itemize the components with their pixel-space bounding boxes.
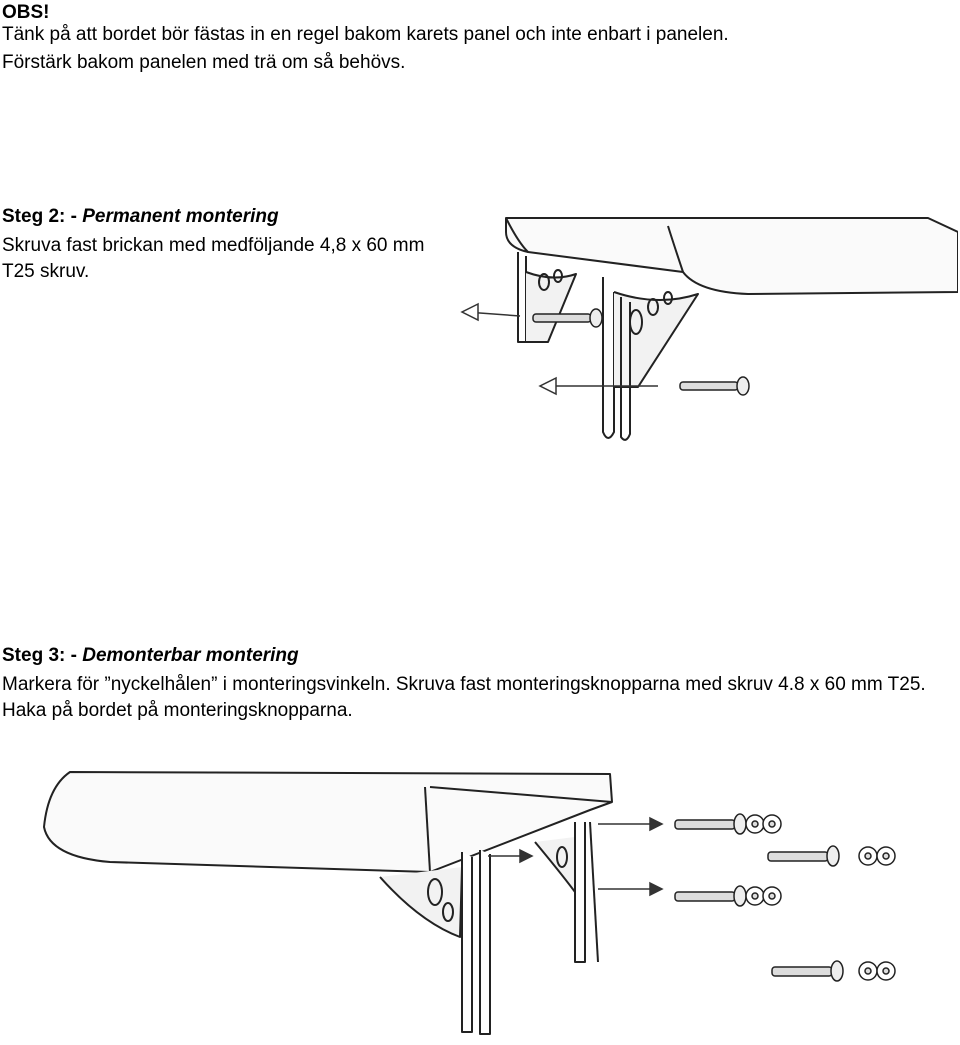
step3-label: Steg 3: - bbox=[2, 645, 83, 666]
illustration-permanent-mounting bbox=[458, 212, 958, 462]
step3-title: Demonterbar montering bbox=[82, 645, 299, 666]
step3-heading bbox=[2, 643, 299, 669]
step2-heading bbox=[2, 204, 279, 230]
note-line-1: Tänk på att bordet bör fästas in en regel bakom karets panel och inte enbart i panelen. bbox=[2, 24, 729, 45]
note-line-2: Förstärk bakom panelen med trä om så behövs. bbox=[2, 52, 406, 73]
step2-body: Skruva fast brickan med medföljande 4,8 x 60 mm T25 skruv. bbox=[2, 235, 425, 282]
step2-label: Steg 2: - bbox=[2, 206, 83, 227]
step3-body: Markera för ”nyckelhålen” i monteringsvinkeln. Skruva fast monteringsknopparna med skruv 4.8 x 60 mm T25. Haka på bordet på monteringsknopparna. bbox=[2, 674, 926, 721]
note-title: OBS! bbox=[2, 2, 50, 23]
illustration-removable-mounting bbox=[30, 762, 930, 1042]
step2-title: Permanent montering bbox=[82, 206, 279, 227]
